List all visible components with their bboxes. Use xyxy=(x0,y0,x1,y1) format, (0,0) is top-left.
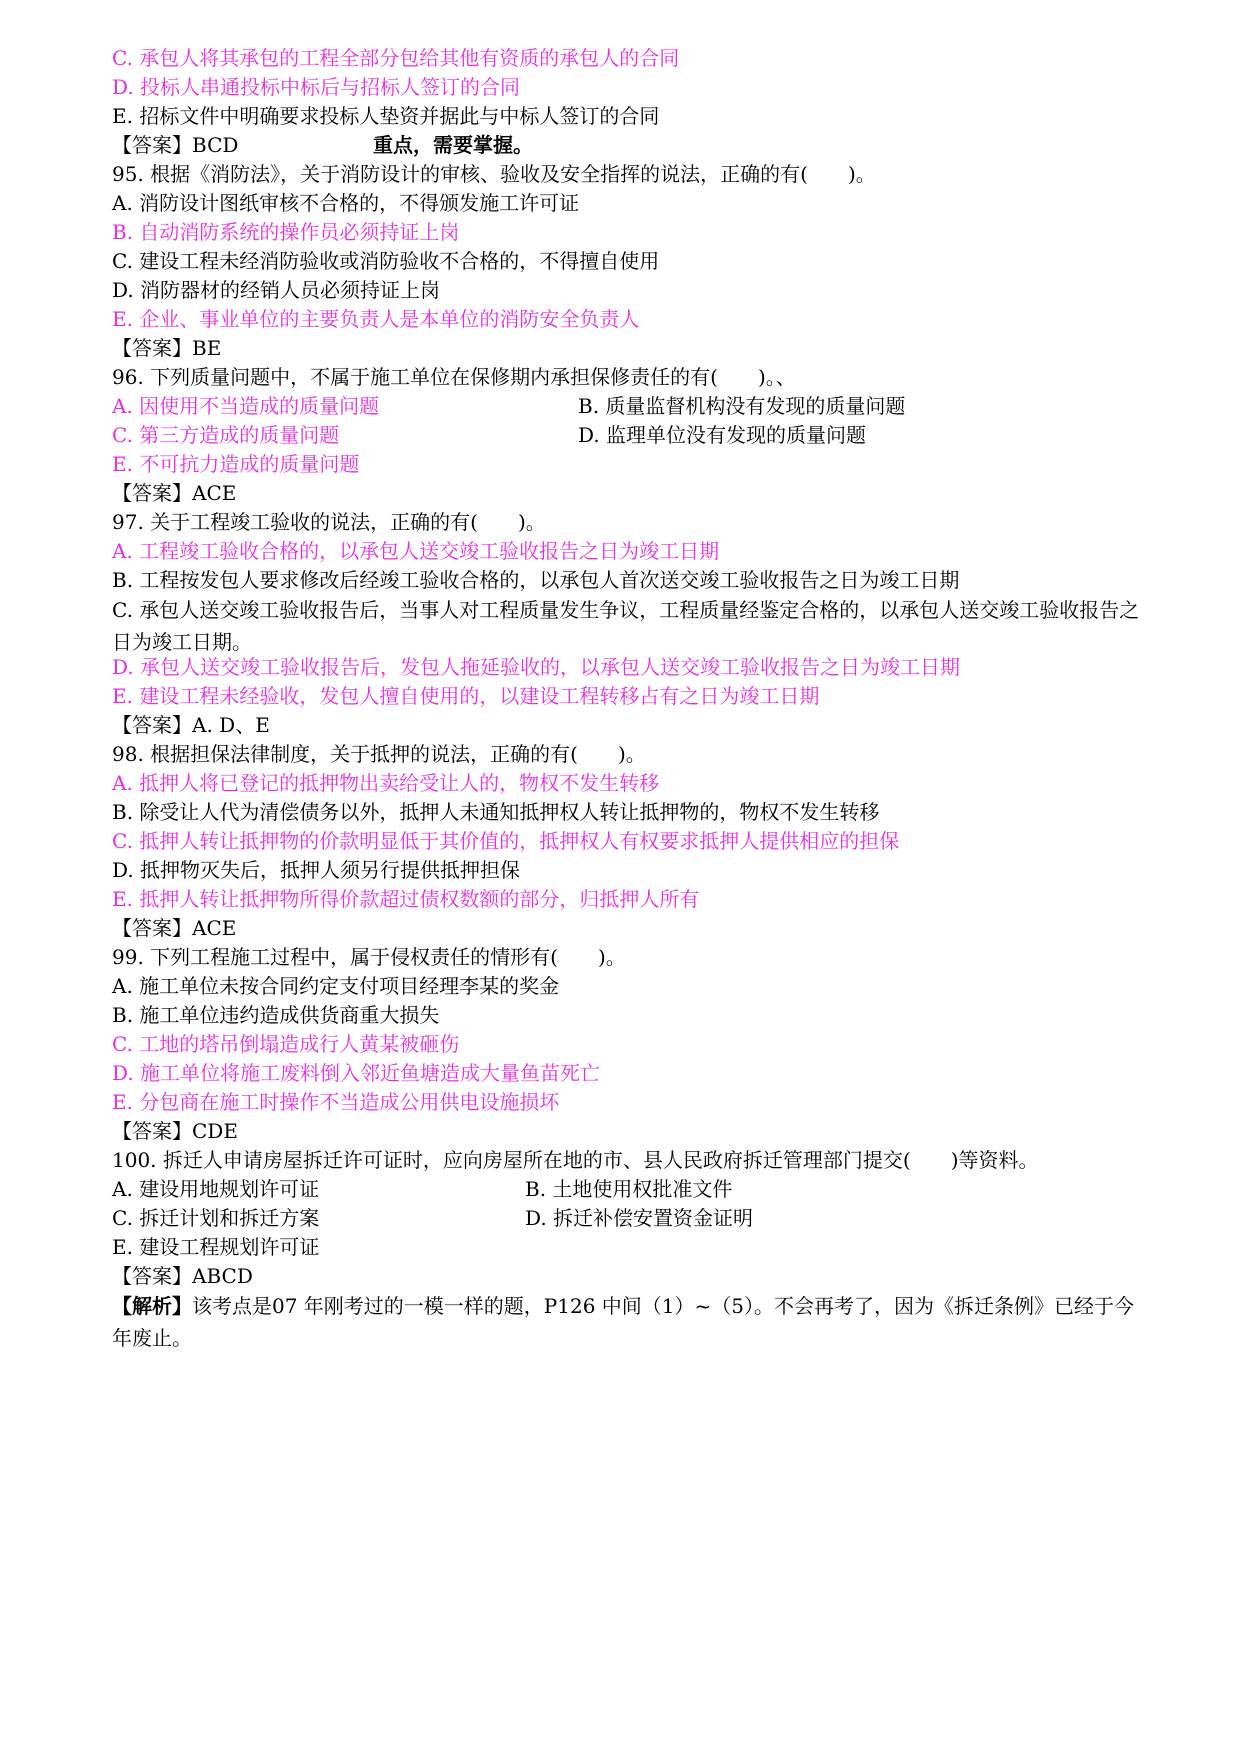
question-95: 95. 根据《消防法》，关于消防设计的审核、验收及安全指挥的说法，正确的有( )。 xyxy=(112,162,876,186)
option-e: E. 建设工程规划许可证 xyxy=(112,1235,320,1259)
answer: 【答案】ACE xyxy=(112,481,237,505)
option-b: B. 土地使用权批准文件 xyxy=(525,1177,733,1201)
option-a: A. 施工单位未按合同约定支付项目经理李某的奖金 xyxy=(112,974,560,998)
option-a: A. 工程竣工验收合格的，以承包人送交竣工验收报告之日为竣工日期 xyxy=(112,539,720,563)
option-d: D. 监理单位没有发现的质量问题 xyxy=(578,423,867,447)
question-98: 98. 根据担保法律制度，关于抵押的说法，正确的有( )。 xyxy=(112,742,646,766)
question-99: 99. 下列工程施工过程中，属于侵权责任的情形有( )。 xyxy=(112,945,626,969)
option-e: E. 建设工程未经验收，发包人擅自使用的，以建设工程转移占有之日为竣工日期 xyxy=(112,684,820,708)
analysis-text: 该考点是07 年刚考过的一模一样的题，P126 中间（1）~（5）。不会再考了，因为《拆迁条例》已经于今年废止。 xyxy=(112,1294,1135,1350)
option-e: E. 企业、事业单位的主要负责人是本单位的消防安全负责人 xyxy=(112,307,640,331)
option-a: A. 抵押人将已登记的抵押物出卖给受让人的，物权不发生转移 xyxy=(112,771,660,795)
option-b: B. 工程按发包人要求修改后经竣工验收合格的，以承包人首次送交竣工验收报告之日为竣工日期 xyxy=(112,568,960,592)
option-c: C. 抵押人转让抵押物的价款明显低于其价值的，抵押权人有权要求抵押人提供相应的担保 xyxy=(112,829,900,853)
option-a: A. 建设用地规划许可证 xyxy=(112,1177,320,1201)
key-point-note: 重点，需要掌握。 xyxy=(373,133,533,157)
option-d: D. 抵押物灭失后，抵押人须另行提供抵押担保 xyxy=(112,858,521,882)
option-e: E. 招标文件中明确要求投标人垫资并据此与中标人签订的合同 xyxy=(112,104,660,128)
question-100: 100. 拆迁人申请房屋拆迁许可证时，应向房屋所在地的市、县人民政府拆迁管理部门提交( )等资料。 xyxy=(112,1148,1039,1172)
option-d: D. 投标人串通投标中标后与招标人签订的合同 xyxy=(112,75,521,99)
answer: 【答案】BCD xyxy=(112,133,239,157)
analysis-label: 【解析】 xyxy=(112,1294,192,1318)
option-a: A. 因使用不当造成的质量问题 xyxy=(112,394,380,418)
option-c: C. 承包人送交竣工验收报告后，当事人对工程质量发生争议，工程质量经鉴定合格的，以承包人送交竣工验收报告之日为竣工日期。 xyxy=(112,598,1140,654)
option-c: C. 建设工程未经消防验收或消防验收不合格的，不得擅自使用 xyxy=(112,249,660,273)
option-d: D. 施工单位将施工废料倒入邻近鱼塘造成大量鱼苗死亡 xyxy=(112,1061,601,1085)
option-b: B. 自动消防系统的操作员必须持证上岗 xyxy=(112,220,460,244)
option-b: B. 施工单位违约造成供货商重大损失 xyxy=(112,1003,440,1027)
option-e: E. 分包商在施工时操作不当造成公用供电设施损坏 xyxy=(112,1090,560,1114)
answer: 【答案】CDE xyxy=(112,1119,238,1143)
answer: 【答案】A. D、E xyxy=(112,713,270,737)
option-c: C. 承包人将其承包的工程全部分包给其他有资质的承包人的合同 xyxy=(112,46,680,70)
option-b: B. 质量监督机构没有发现的质量问题 xyxy=(578,394,906,418)
option-a: A. 消防设计图纸审核不合格的，不得颁发施工许可证 xyxy=(112,191,580,215)
question-97: 97. 关于工程竣工验收的说法，正确的有( )。 xyxy=(112,510,546,534)
option-b: B. 除受让人代为清偿债务以外，抵押人未通知抵押权人转让抵押物的，物权不发生转移 xyxy=(112,800,880,824)
option-c: C. 拆迁计划和拆迁方案 xyxy=(112,1206,320,1230)
analysis xyxy=(112,1290,1142,1354)
answer: 【答案】ACE xyxy=(112,916,237,940)
answer: 【答案】BE xyxy=(112,336,222,360)
option-d: D. 消防器材的经销人员必须持证上岗 xyxy=(112,278,441,302)
option-c: C. 工地的塔吊倒塌造成行人黄某被砸伤 xyxy=(112,1032,460,1056)
answer: 【答案】ABCD xyxy=(112,1264,253,1288)
question-96: 96. 下列质量问题中，不属于施工单位在保修期内承担保修责任的有( )。、 xyxy=(112,365,796,389)
option-c: C. 第三方造成的质量问题 xyxy=(112,423,340,447)
option-d: D. 承包人送交竣工验收报告后，发包人拖延验收的，以承包人送交竣工验收报告之日为竣工日期 xyxy=(112,655,961,679)
option-e: E. 不可抗力造成的质量问题 xyxy=(112,452,360,476)
option-e: E. 抵押人转让抵押物所得价款超过债权数额的部分，归抵押人所有 xyxy=(112,887,700,911)
option-d: D. 拆迁补偿安置资金证明 xyxy=(525,1206,754,1230)
